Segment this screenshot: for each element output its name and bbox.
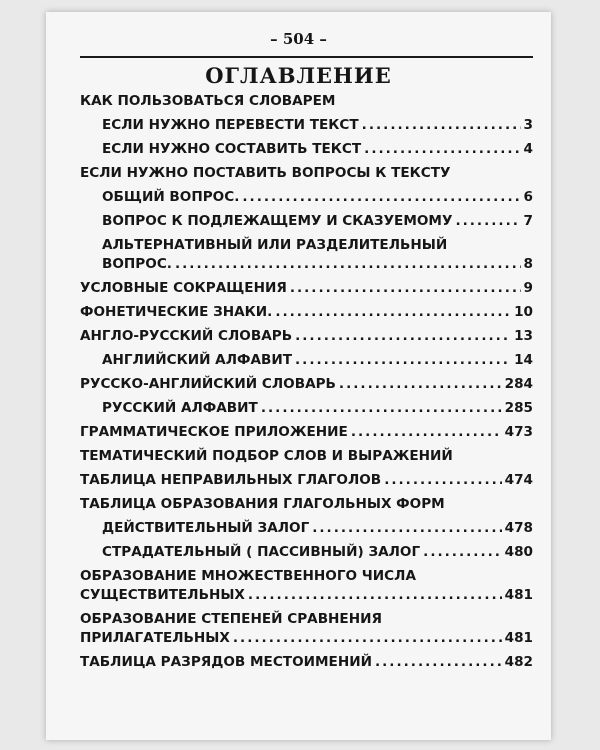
- toc-entry: [80, 188, 533, 207]
- toc-entry-text: УСЛОВНЫЕ СОКРАЩЕНИЯ: [80, 280, 287, 296]
- toc-entry-text-line1: ОБРАЗОВАНИЕ СТЕПЕНЕЙ СРАВНЕНИЯ: [80, 611, 382, 627]
- toc-entry-page: 10: [514, 304, 533, 320]
- toc-entry-text: ТЕМАТИЧЕСКИЙ ПОДБОР СЛОВ И ВЫРАЖЕНИЙ: [80, 448, 453, 464]
- toc-entry: [80, 375, 533, 394]
- toc-entry: [80, 212, 533, 231]
- toc-entry-text-line2: ПРИЛАГАТЕЛЬНЫХ: [80, 630, 230, 646]
- toc-entry: [80, 351, 533, 370]
- table-of-contents: [80, 92, 533, 677]
- toc-entry-text: КАК ПОЛЬЗОВАТЬСЯ СЛОВАРЕМ: [80, 93, 336, 109]
- toc-entry-page: 7: [523, 213, 533, 229]
- toc-entry: [80, 279, 533, 298]
- toc-entry-text: РУССКО-АНГЛИЙСКИЙ СЛОВАРЬ: [80, 376, 336, 392]
- toc-entry-text-line1: ОБРАЗОВАНИЕ МНОЖЕСТВЕННОГО ЧИСЛА: [80, 568, 416, 584]
- toc-entry: [80, 471, 533, 490]
- toc-entry-text: ОБЩИЙ ВОПРОС.: [102, 189, 240, 205]
- toc-entry: [80, 519, 533, 538]
- toc-entry-text-line2: СУЩЕСТВИТЕЛЬНЫХ: [80, 587, 245, 603]
- dot-leader: [295, 351, 511, 370]
- header-rule: [80, 56, 533, 58]
- toc-entry-text: АНГЛО-РУССКИЙ СЛОВАРЬ: [80, 328, 293, 344]
- toc-entry-text: ТАБЛИЦА ОБРАЗОВАНИЯ ГЛАГОЛЬНЫХ ФОРМ: [80, 496, 445, 512]
- toc-entry-text: АНГЛИЙСКИЙ АЛФАВИТ: [102, 352, 293, 368]
- toc-entry-page: 284: [504, 376, 533, 392]
- toc-entry: [80, 653, 533, 672]
- dot-leader: [295, 327, 511, 346]
- dot-leader: [242, 188, 520, 207]
- toc-entry-text-line1: АЛЬТЕРНАТИВНЫЙ ИЛИ РАЗДЕЛИТЕЛЬНЫЙ: [102, 237, 448, 253]
- toc-entry: [80, 447, 533, 466]
- dot-leader: [423, 543, 501, 562]
- dot-leader: [248, 586, 502, 605]
- toc-entry: [80, 327, 533, 346]
- toc-entry-page: 285: [504, 400, 533, 416]
- dot-leader: [362, 116, 521, 135]
- toc-entry: [80, 164, 533, 183]
- toc-entry: [80, 399, 533, 418]
- toc-entry-text: ФОНЕТИЧЕСКИЕ ЗНАКИ.: [80, 304, 273, 320]
- dot-leader: [351, 423, 502, 442]
- dot-leader: [375, 653, 502, 672]
- book-page: [46, 12, 551, 740]
- toc-entry-page: 473: [504, 424, 533, 440]
- dot-leader: [384, 471, 501, 490]
- toc-entry-page: 6: [523, 189, 533, 205]
- toc-entry-page: 482: [504, 654, 533, 670]
- toc-entry: [80, 567, 533, 605]
- toc-entry: [80, 495, 533, 514]
- dot-leader: [275, 303, 511, 322]
- toc-entry-page: 13: [514, 328, 533, 344]
- toc-entry-text: ВОПРОС К ПОДЛЕЖАЩЕМУ И СКАЗУЕМОМУ: [102, 213, 453, 229]
- toc-entry: [80, 236, 533, 274]
- toc-entry-page: 481: [504, 630, 533, 646]
- toc-title: ОГЛАВЛЕНИЕ: [205, 63, 392, 88]
- toc-entry-page: 14: [514, 352, 533, 368]
- toc-entry-text: ТАБЛИЦА РАЗРЯДОВ МЕСТОИМЕНИЙ: [80, 654, 372, 670]
- toc-entry-text: РУССКИЙ АЛФАВИТ: [102, 400, 258, 416]
- dot-leader: [261, 399, 502, 418]
- dot-leader: [175, 255, 521, 274]
- dot-leader: [233, 629, 502, 648]
- toc-entry: [80, 92, 533, 111]
- toc-entry-page: 8: [523, 256, 533, 272]
- toc-entry-text: ЕСЛИ НУЖНО ПОСТАВИТЬ ВОПРОСЫ К ТЕКСТУ: [80, 165, 451, 181]
- toc-entry-page: 3: [523, 117, 533, 133]
- toc-entry: [80, 423, 533, 442]
- toc-entry-text: ТАБЛИЦА НЕПРАВИЛЬНЫХ ГЛАГОЛОВ: [80, 472, 382, 488]
- toc-entry: [80, 303, 533, 322]
- dot-leader: [290, 279, 521, 298]
- toc-entry: [80, 543, 533, 562]
- toc-entry-page: 9: [523, 280, 533, 296]
- toc-entry-page: 478: [504, 520, 533, 536]
- toc-entry-text: СТРАДАТЕЛЬНЫЙ ( ПАССИВНЫЙ) ЗАЛОГ: [102, 544, 421, 560]
- dot-leader: [364, 140, 520, 159]
- toc-entry-page: 480: [504, 544, 533, 560]
- toc-entry-page: 481: [504, 587, 533, 603]
- toc-entry: [80, 140, 533, 159]
- toc-entry: [80, 610, 533, 648]
- toc-entry-text: ДЕЙСТВИТЕЛЬНЫЙ ЗАЛОГ: [102, 520, 310, 536]
- toc-entry-page: 474: [504, 472, 533, 488]
- toc-entry-text: ЕСЛИ НУЖНО СОСТАВИТЬ ТЕКСТ: [102, 141, 362, 157]
- toc-entry-text: ГРАММАТИЧЕСКОЕ ПРИЛОЖЕНИЕ: [80, 424, 348, 440]
- toc-entry-page: 4: [523, 141, 533, 157]
- dot-leader: [312, 519, 501, 538]
- dot-leader: [339, 375, 502, 394]
- toc-entry-text: ЕСЛИ НУЖНО ПЕРЕВЕСТИ ТЕКСТ: [102, 117, 359, 133]
- dot-leader: [455, 212, 520, 231]
- page-number: – 504 –: [270, 30, 327, 48]
- toc-entry-text-line2: ВОПРОС.: [102, 256, 172, 272]
- toc-entry: [80, 116, 533, 135]
